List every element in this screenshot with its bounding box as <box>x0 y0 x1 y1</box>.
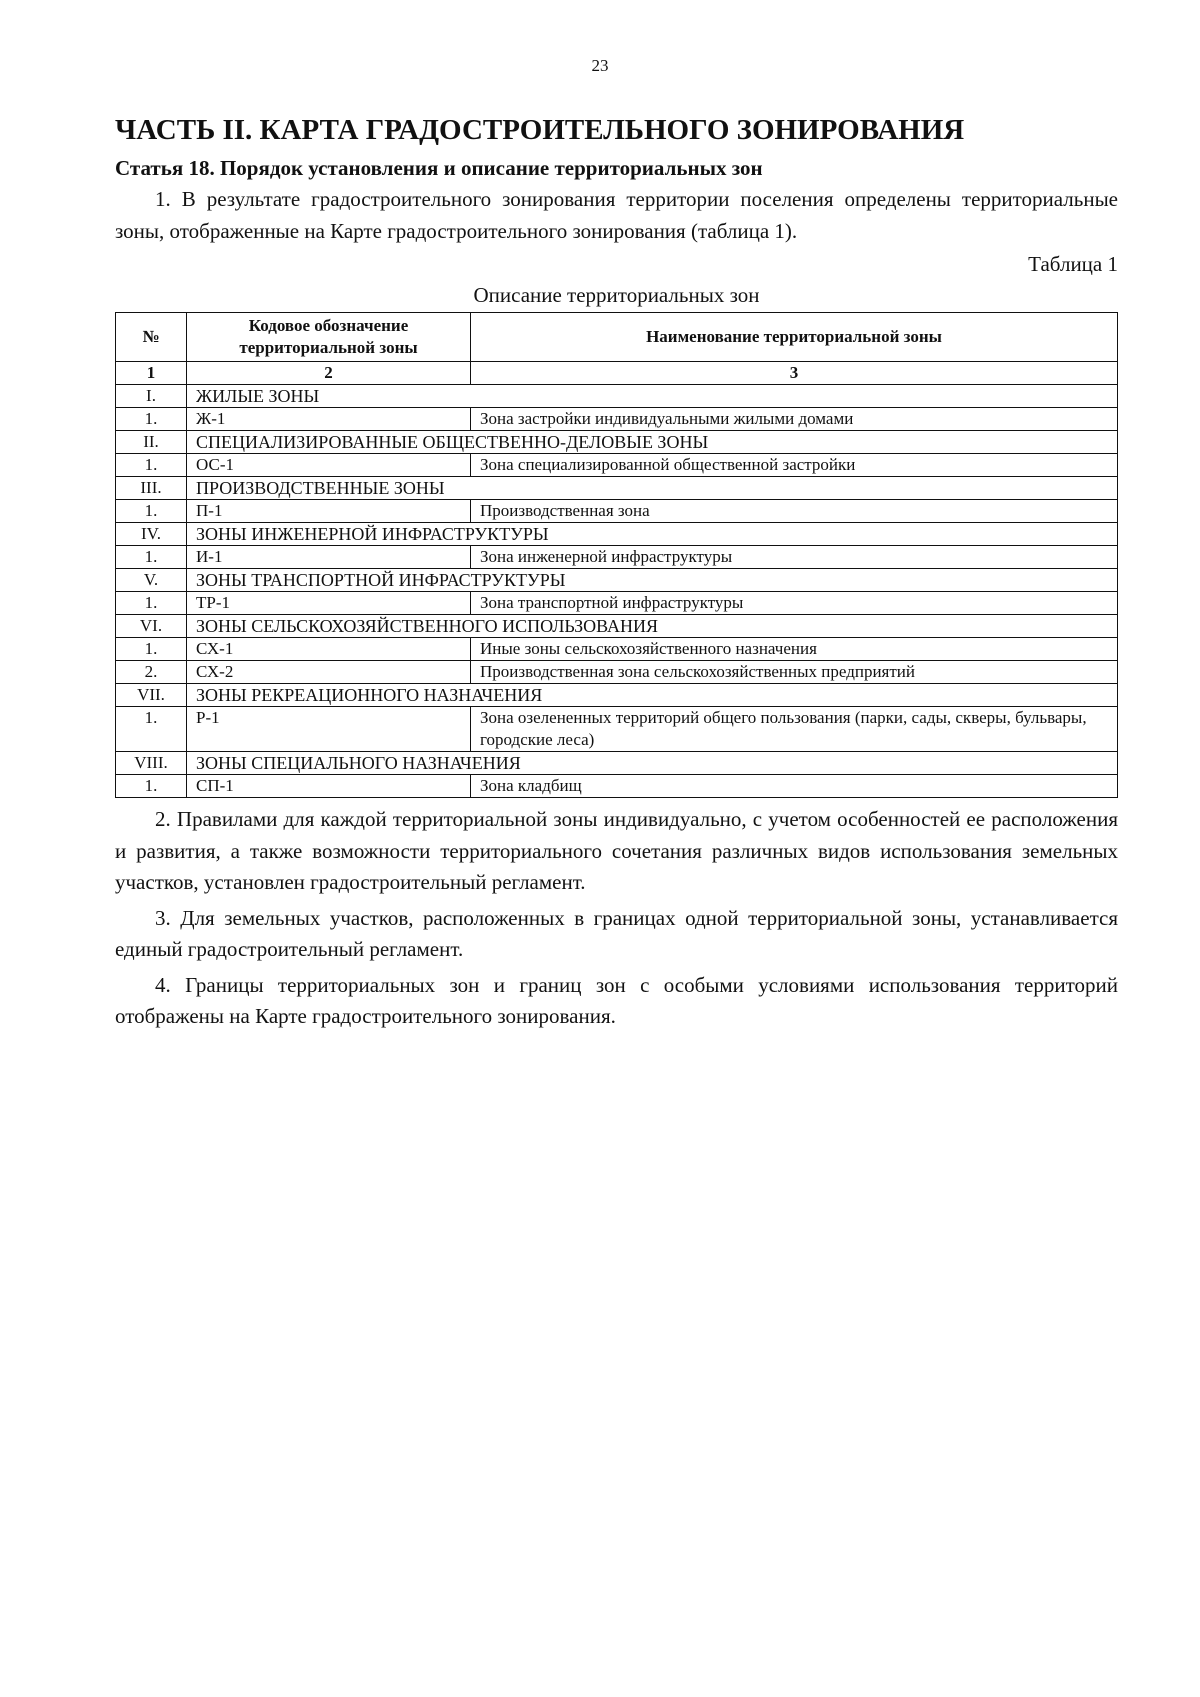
table-caption: Описание территориальных зон <box>473 283 760 307</box>
after-table-text <box>115 804 1118 1033</box>
zone-name: Иные зоны сельскохозяйственного назначения <box>471 638 1118 661</box>
zone-row <box>116 592 1118 615</box>
zone-code: ТР-1 <box>187 592 471 615</box>
group-name: СПЕЦИАЛИЗИРОВАННЫЕ ОБЩЕСТВЕННО-ДЕЛОВЫЕ ЗОНЫ <box>187 431 1118 454</box>
document-body <box>115 112 1118 1037</box>
part-title: ЧАСТЬ II. КАРТА ГРАДОСТРОИТЕЛЬНОГО ЗОНИРОВАНИЯ <box>115 114 965 146</box>
zone-name: Производственная зона сельскохозяйственных предприятий <box>471 661 1118 684</box>
zone-row <box>116 500 1118 523</box>
group-number: V. <box>116 569 187 592</box>
group-number: I. <box>116 385 187 408</box>
column-number: 1 <box>116 362 187 385</box>
header-code: Кодовое обозначение территориальной зоны <box>187 313 471 362</box>
zone-code: П-1 <box>187 500 471 523</box>
zone-number: 1. <box>116 592 187 615</box>
zone-number: 1. <box>116 707 187 752</box>
group-number: III. <box>116 477 187 500</box>
zone-group-row <box>116 684 1118 707</box>
group-name: ЗОНЫ ИНЖЕНЕРНОЙ ИНФРАСТРУКТУРЫ <box>187 523 1118 546</box>
zone-group-row <box>116 569 1118 592</box>
zone-number: 1. <box>116 500 187 523</box>
column-number: 3 <box>471 362 1118 385</box>
group-number: IV. <box>116 523 187 546</box>
zone-name: Зона инженерной инфраструктуры <box>471 546 1118 569</box>
group-name: ЗОНЫ ТРАНСПОРТНОЙ ИНФРАСТРУКТУРЫ <box>187 569 1118 592</box>
zone-number: 1. <box>116 775 187 798</box>
zone-row <box>116 707 1118 752</box>
table-label: Таблица 1 <box>1028 252 1118 276</box>
group-number: VIII. <box>116 752 187 775</box>
zone-name: Зона застройки индивидуальными жилыми домами <box>471 408 1118 431</box>
group-name: ЖИЛЫЕ ЗОНЫ <box>187 385 1118 408</box>
zone-name: Зона кладбищ <box>471 775 1118 798</box>
zones-table <box>115 312 1118 798</box>
zone-number: 1. <box>116 638 187 661</box>
zone-row <box>116 408 1118 431</box>
zone-code: И-1 <box>187 546 471 569</box>
header-num: № <box>116 313 187 362</box>
group-name: ЗОНЫ СЕЛЬСКОХОЗЯЙСТВЕННОГО ИСПОЛЬЗОВАНИЯ <box>187 615 1118 638</box>
group-number: VI. <box>116 615 187 638</box>
zone-group-row <box>116 523 1118 546</box>
group-number: II. <box>116 431 187 454</box>
zone-group-row <box>116 477 1118 500</box>
header-name: Наименование территориальной зоны <box>471 313 1118 362</box>
group-number: VII. <box>116 684 187 707</box>
table-header-row <box>116 313 1118 362</box>
paragraph-3: 3. Для земельных участков, расположенных в границах одной территориальной зоны, устанавливается единый градостроительный регламент. <box>115 905 1118 961</box>
zone-group-row <box>116 431 1118 454</box>
paragraph-1: 1. В результате градостроительного зонирования территории поселения определены территориальные зоны, отображенные на Карте градостроительного зонирования (таблица 1). <box>115 187 1118 243</box>
column-number-row <box>116 362 1118 385</box>
article-title: Статья 18. Порядок установления и описание территориальных зон <box>115 156 763 180</box>
zone-row <box>116 638 1118 661</box>
zone-code: СП-1 <box>187 775 471 798</box>
zone-group-row <box>116 385 1118 408</box>
group-name: ЗОНЫ РЕКРЕАЦИОННОГО НАЗНАЧЕНИЯ <box>187 684 1118 707</box>
zone-code: СХ-1 <box>187 638 471 661</box>
zone-row <box>116 661 1118 684</box>
paragraph-2: 2. Правилами для каждой территориальной зоны индивидуально, с учетом особенностей ее расположения и развития, а также возможности территориального сочетания различных видов использования земельных участков, установлен градостроительный регламент. <box>115 807 1118 894</box>
page-number: 23 <box>591 56 609 75</box>
zone-code: Р-1 <box>187 707 471 752</box>
zones-table-body <box>116 362 1118 798</box>
zone-name: Зона транспортной инфраструктуры <box>471 592 1118 615</box>
zone-number: 2. <box>116 661 187 684</box>
zone-group-row <box>116 752 1118 775</box>
group-name: ЗОНЫ СПЕЦИАЛЬНОГО НАЗНАЧЕНИЯ <box>187 752 1118 775</box>
zone-row <box>116 454 1118 477</box>
zone-name: Зона специализированной общественной застройки <box>471 454 1118 477</box>
zone-name: Производственная зона <box>471 500 1118 523</box>
zone-code: СХ-2 <box>187 661 471 684</box>
zone-number: 1. <box>116 408 187 431</box>
zone-number: 1. <box>116 546 187 569</box>
zone-number: 1. <box>116 454 187 477</box>
zone-code: Ж-1 <box>187 408 471 431</box>
paragraph-4: 4. Границы территориальных зон и границ зон с особыми условиями использования территорий отображены на Карте градостроительного зонирования. <box>115 972 1118 1028</box>
column-number: 2 <box>187 362 471 385</box>
group-name: ПРОИЗВОДСТВЕННЫЕ ЗОНЫ <box>187 477 1118 500</box>
zone-group-row <box>116 615 1118 638</box>
zone-row <box>116 775 1118 798</box>
zone-code: ОС-1 <box>187 454 471 477</box>
zone-row <box>116 546 1118 569</box>
zone-name: Зона озелененных территорий общего пользования (парки, сады, скверы, бульвары, городские леса) <box>471 707 1118 752</box>
